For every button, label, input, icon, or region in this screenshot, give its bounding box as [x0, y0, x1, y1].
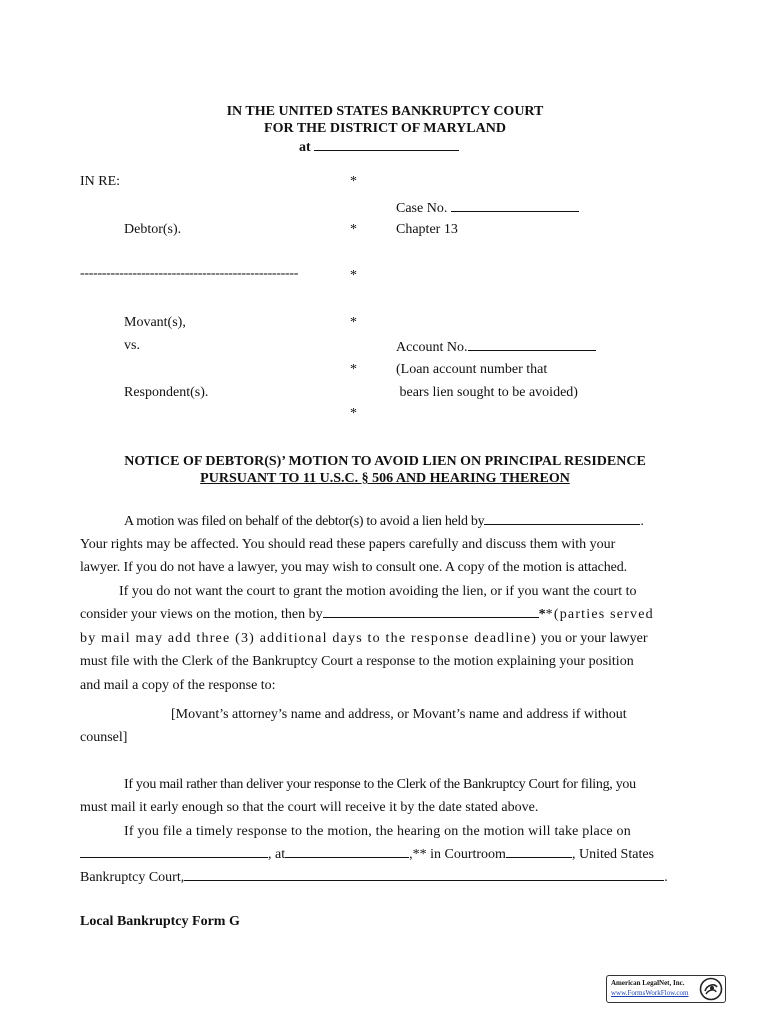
notice-title-line1: NOTICE OF DEBTOR(S)’ MOTION TO AVOID LIEN ON PRINCIPAL RESIDENCE — [124, 454, 646, 469]
case-number-blank[interactable] — [451, 198, 579, 212]
publisher-footer — [606, 975, 726, 1003]
caption-asterisk: * — [350, 362, 357, 377]
p3-line1: [Movant’s attorney’s name and address, or Movant’s name and address if without — [171, 707, 627, 722]
publisher-name: American LegalNet, Inc. — [611, 979, 685, 987]
caption-asterisk: * — [350, 222, 357, 237]
caption-asterisk: * — [350, 315, 357, 330]
p2-line3 — [80, 627, 680, 650]
chapter-label: Chapter 13 — [396, 222, 458, 237]
paragraph-motion-filed: A motion was filed on behalf of the debtor(s) to avoid a lien held by . — [124, 510, 724, 533]
hearing-time-blank[interactable] — [285, 844, 409, 858]
case-number-label: Case No. — [396, 201, 448, 216]
p5-us-text: , United States — [571, 847, 654, 862]
p4-line2: must mail it early enough so that the court will receive it by the date stated above. — [80, 800, 539, 815]
court-address-blank[interactable] — [184, 867, 664, 881]
p4-line1: If you mail rather than deliver your response to the Clerk of the Bankruptcy Court for filing, you — [124, 777, 636, 792]
account-number-blank[interactable] — [468, 337, 596, 351]
respondents-label: Respondent(s). — [124, 385, 209, 400]
p5-court-text: Bankruptcy Court, — [80, 870, 185, 885]
p2-line3-spaced: by mail may add three (3) additional days to the response deadline) — [80, 631, 538, 646]
p1-line3: lawyer. If you do not have a lawyer, you may wish to consult one. A copy of the motion is attached. — [80, 560, 628, 575]
form-label: Local Bankruptcy Form G — [80, 914, 240, 929]
p3-line2: counsel] — [80, 730, 128, 745]
vs-label: vs. — [124, 338, 140, 353]
court-title: IN THE UNITED STATES BANKRUPTCY COURT — [226, 104, 544, 119]
p2-parties-served: **(parties served — [538, 607, 654, 622]
debtors-label: Debtor(s). — [124, 222, 182, 237]
p1-line1-text: A motion was filed on behalf of the debtor(s) to avoid a lien held by — [124, 514, 485, 529]
p1-line2: Your rights may be affected. You should read these papers carefully and discuss them with your — [80, 537, 616, 552]
response-deadline-blank[interactable] — [323, 604, 539, 618]
lien-holder-blank[interactable] — [484, 511, 640, 525]
account-number-label: Account No. — [396, 340, 468, 355]
publisher-url[interactable]: www.FormsWorkFlow.com — [611, 989, 689, 997]
caption-asterisk: * — [350, 406, 357, 421]
p5-line2 — [80, 843, 680, 866]
case-number-field — [396, 198, 579, 218]
p2-line3-tail: you or your lawyer — [537, 631, 648, 646]
caption-asterisk: * — [350, 268, 357, 283]
loan-note-line2: bears lien sought to be avoided) — [396, 385, 578, 400]
hearing-date-blank[interactable] — [80, 844, 268, 858]
p5-line1: If you file a timely response to the motion, the hearing on the motion will take place on — [124, 824, 631, 839]
district-title: FOR THE DISTRICT OF MARYLAND — [264, 121, 506, 136]
p2-line2 — [80, 603, 680, 626]
movants-label: Movant(s), — [124, 315, 186, 330]
location-blank[interactable] — [314, 137, 459, 151]
p2-line4: must file with the Clerk of the Bankruptcy Court a response to the motion explaining your position — [80, 654, 634, 669]
p5-line3: Bankruptcy Court, . — [80, 866, 680, 889]
notice-title-line2-text: PURSUANT TO 11 U.S.C. § 506 AND HEARING THEREON — [200, 471, 570, 486]
court-location — [299, 137, 459, 157]
in-re-label: IN RE: — [80, 174, 121, 189]
caption-asterisk: * — [350, 174, 357, 189]
p2-line1: If you do not want the court to grant the motion avoiding the lien, or if you want the court to — [119, 584, 637, 599]
p2-line5: and mail a copy of the response to: — [80, 678, 276, 693]
p2-line2-text: consider your views on the motion, then by — [80, 607, 323, 622]
publisher-logo-icon — [699, 977, 723, 1001]
p5-at-text: , at — [268, 847, 286, 862]
courtroom-blank[interactable] — [506, 844, 572, 858]
notice-title-line2 — [0, 470, 770, 488]
loan-note-line1: (Loan account number that — [396, 362, 548, 377]
at-label: at — [299, 140, 311, 155]
caption-divider: -------------------------------------------------- — [80, 266, 299, 281]
account-number-field — [396, 337, 596, 357]
p5-courtroom-text: ,** in Courtroom — [409, 847, 506, 862]
